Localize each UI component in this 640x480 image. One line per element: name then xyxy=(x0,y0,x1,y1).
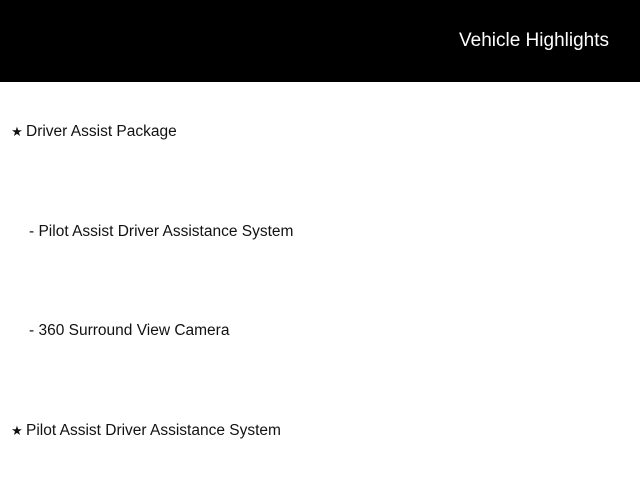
header-bar xyxy=(0,0,640,82)
highlights-list xyxy=(0,82,640,480)
list-item xyxy=(0,420,640,442)
list-item xyxy=(0,320,640,342)
star-icon: ★ xyxy=(11,423,23,438)
list-item-label: - Pilot Assist Driver Assistance System xyxy=(29,223,294,240)
list-item-label: Pilot Assist Driver Assistance System xyxy=(26,422,281,439)
list-item-label: - 360 Surround View Camera xyxy=(29,322,230,339)
list-item-label: Driver Assist Package xyxy=(26,123,177,140)
list-item xyxy=(0,121,640,143)
list-item xyxy=(0,221,640,243)
star-icon: ★ xyxy=(11,124,23,139)
page-title: Vehicle Highlights xyxy=(459,30,609,51)
